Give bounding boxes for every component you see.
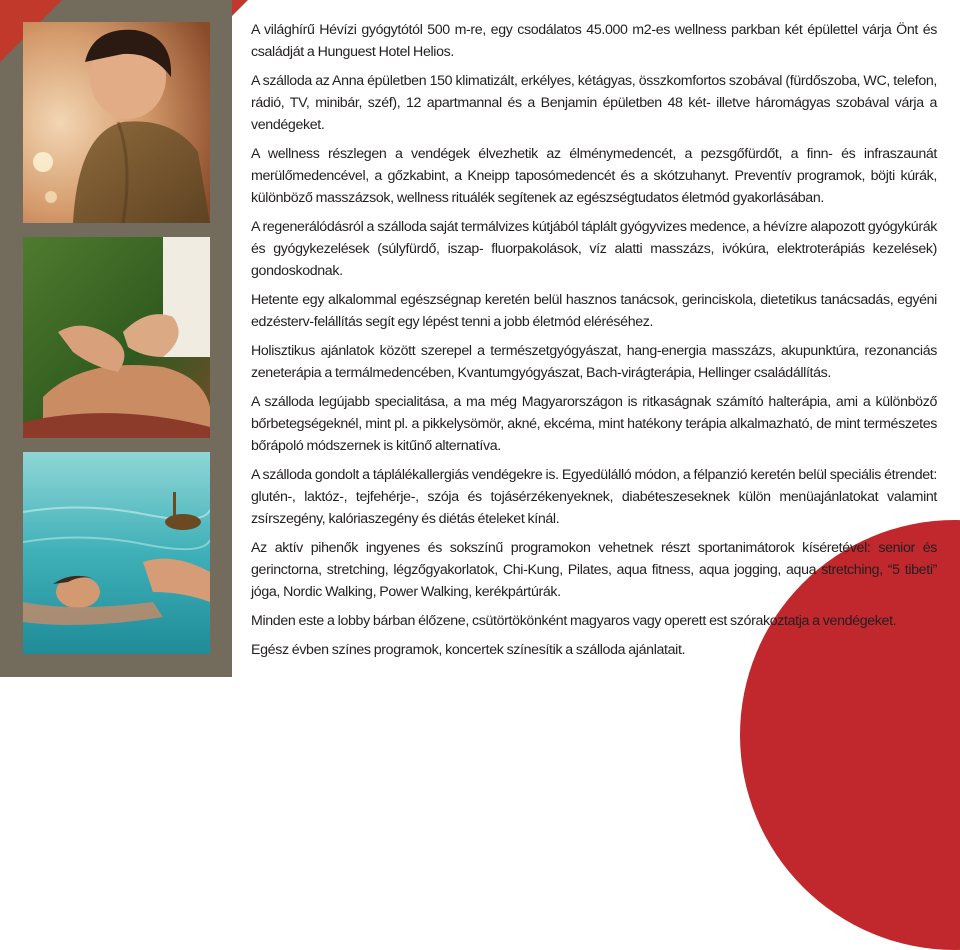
paragraph-health-day: Hetente egy alkalommal egészségnap keretén belül hasznos tanácsok, gerinciskola, dietetikus tanácsadás, egyéni edzésterv-felállítás segít egy lépést tenni a jobb életmód eléréséhez.: [251, 292, 937, 330]
paragraph-food-allergy: A szálloda gondolt a táplálékallergiás vendégekre is. Egyedülálló módon, a félpanzió keretén belül speciális étrendet: glutén-, laktóz-, tejfehérje-, szója és tojásérzékenyeknek, diabéteszeseknek külön menüajánlatokat valamint zsírszegény, kalóriaszegény és diétás ételeket kínál.: [251, 467, 937, 527]
body-text: [251, 19, 937, 668]
paragraph-wellness: A wellness részlegen a vendégek élvezhetik az élménymedencét, a pezsgőfürdőt, a finn- és infraszaunát merülőmedencével, a gőzkabint, a Kneipp taposómedencét és a skótzuhanyt. Preventív programok, böjti kúrák, különböző masszázsok, wellness rituálék segítenek az egészségtudatos életmód gyakorlásában.: [251, 146, 937, 206]
paragraph-fish-therapy: A szálloda legújabb specialitása, a ma még Magyarországon is ritkaságnak számító halterápia, ami a különböző bőrbetegségeknél, mint pl. a pikkelysömör, akné, ekcéma, mint hatékony terápia alkalmazható, de mint természetes bőrápoló módszernek is kitűnő alternatíva.: [251, 394, 937, 454]
paragraph-year-programs: Egész évben színes programok, koncertek színesítik a szálloda ajánlatait.: [251, 642, 686, 658]
paragraph-regeneration: A regenerálódásról a szálloda saját termálvizes kútjából táplált gyógyvizes medence, a hévízre alapozott gyógykúrák és gyógykezelések (súlyfürdő, iszap- fluorpakolások, víz alatti masszázs, ivókúra, elektroterápiás kezelések) gondoskodnak.: [251, 219, 937, 279]
photo-thermal-pool: [23, 452, 210, 654]
corner-accent: [232, 0, 248, 16]
paragraph-lobby-music: Minden este a lobby bárban élőzene, csütörtökönként magyaros vagy operett est szórakoztatja a vendégeket.: [251, 613, 897, 629]
paragraph-intro: A világhírű Hévízi gyógytótól 500 m-re, egy csodálatos 45.000 m2-es wellness parkban két épülettel várja Önt és családját a Hunguest Hotel Helios.: [251, 22, 937, 60]
photo-mud-treatment: [23, 22, 210, 223]
paragraph-rooms: A szálloda az Anna épületben 150 klimatizált, erkélyes, kétágyas, összkomfortos szobával (fürdőszoba, WC, telefon, rádió, TV, minibár, széf), 12 apartmannal és a Benjamin épületben 48 két- illetve háromágyas szobával várja a vendégeket.: [251, 73, 937, 133]
paragraph-holistic: Holisztikus ajánlatok között szerepel a természetgyógyászat, hang-energia masszázs, akupunktúra, rezonanciás zeneterápia a termálmedencében, Kvantumgyógyászat, Bach-virágterápia, Hellinger családállítás.: [251, 343, 937, 381]
photo-meditation: [23, 237, 210, 438]
paragraph-active-programs: Az aktív pihenők ingyenes és sokszínű programokon vehetnek részt sportanimátorok kíséretével: senior és gerinctorna, stretching, légzőgyakorlatok, Chi-Kung, Pilates, aqua fitness, aqua jogging, aqua stretching, “5 tibeti” jóga, Nordic Walking, Power Walking, kerékpártúrák.: [251, 540, 937, 600]
